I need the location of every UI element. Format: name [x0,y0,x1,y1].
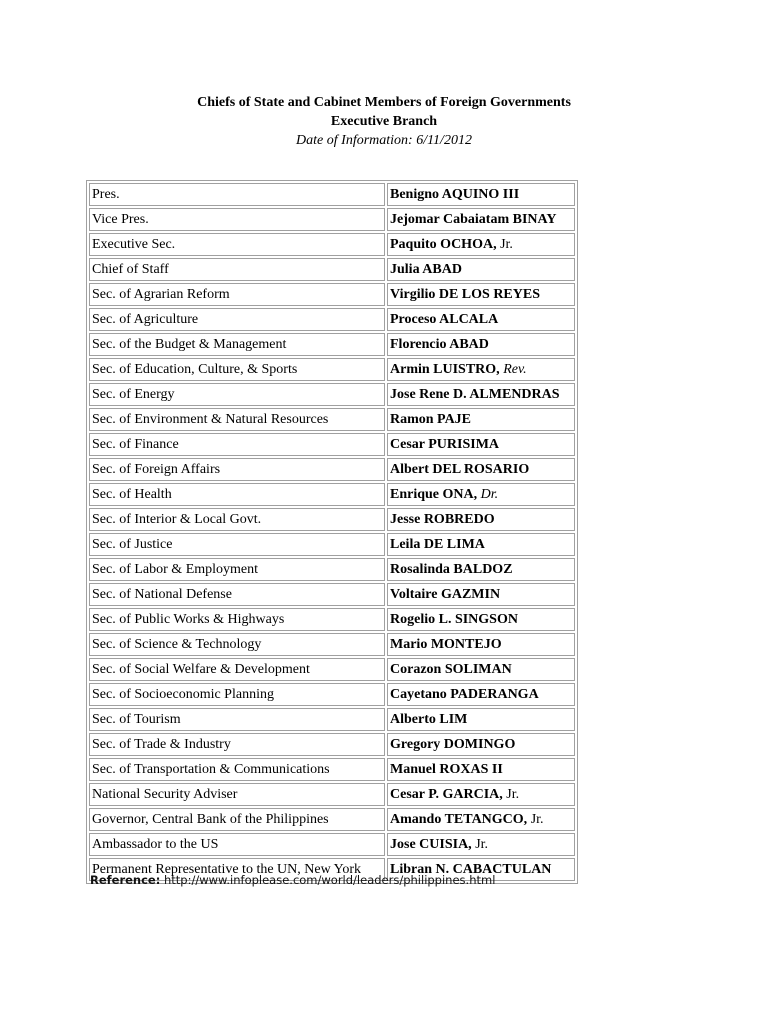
officeholder-cell [387,258,575,281]
table-row [89,608,575,631]
officeholder-suffix: Jr. [502,787,520,802]
officeholder-cell [387,333,575,356]
officeholder-cell [387,458,575,481]
table-row [89,658,575,681]
office-cell: Executive Sec. [89,233,385,256]
table-row [89,308,575,331]
officeholder-cell [387,183,575,206]
officeholder-cell [387,408,575,431]
table-row [89,358,575,381]
table-row [89,383,575,406]
reference-line [90,873,495,887]
officeholder-cell [387,708,575,731]
officeholder-name: Rosalinda BALDOZ [390,562,513,577]
officeholder-name: Jose CUISIA, [390,837,472,852]
officeholder-cell [387,758,575,781]
officeholder-suffix: Jr. [527,812,544,827]
office-cell: Pres. [89,183,385,206]
officeholder-name: Proceso ALCALA [390,312,499,327]
office-cell: Sec. of Social Welfare & Development [89,658,385,681]
date-of-information: Date of Information: 6/11/2012 [296,133,472,148]
table-row [89,733,575,756]
officeholder-name: Manuel ROXAS II [390,762,503,777]
table-row [89,708,575,731]
table-row [89,808,575,831]
officeholder-suffix: Jr. [471,837,489,852]
officeholder-cell [387,808,575,831]
table-row [89,233,575,256]
officeholder-name: Ramon PAJE [390,412,472,427]
cabinet-table-body [89,183,575,881]
officeholder-name: Jesse ROBREDO [390,512,495,527]
cabinet-table [86,180,578,884]
table-row [89,333,575,356]
office-cell: Permanent Representative to the UN, New York [89,858,385,881]
officeholder-cell [387,208,575,231]
reference-url[interactable]: http://www.infoplease.com/world/leaders/philippines.html [160,873,496,887]
office-cell: Sec. of Environment & Natural Resources [89,408,385,431]
officeholder-cell [387,633,575,656]
officeholder-cell [387,683,575,706]
officeholder-name: Amando TETANGCO, [390,812,528,827]
table-row [89,508,575,531]
office-cell: Sec. of Trade & Industry [89,733,385,756]
officeholder-name: Paquito OCHOA, [390,237,497,252]
office-cell: Sec. of Agriculture [89,308,385,331]
office-cell: Sec. of Labor & Employment [89,558,385,581]
office-cell: Sec. of Justice [89,533,385,556]
officeholder-cell [387,658,575,681]
officeholder-name: Cesar P. GARCIA, [390,787,503,802]
table-row [89,208,575,231]
officeholder-name: Rogelio L. SINGSON [390,612,518,627]
officeholder-name: Albert DEL ROSARIO [390,462,530,477]
table-row [89,683,575,706]
table-row [89,783,575,806]
officeholder-suffix: Jr. [496,237,513,252]
office-cell: Chief of Staff [89,258,385,281]
office-cell: Sec. of Health [89,483,385,506]
officeholder-cell [387,308,575,331]
office-cell: Ambassador to the US [89,833,385,856]
table-row [89,833,575,856]
officeholder-cell [387,433,575,456]
office-cell: Sec. of National Defense [89,583,385,606]
table-row [89,483,575,506]
officeholder-cell [387,558,575,581]
table-row [89,408,575,431]
officeholder-cell [387,483,575,506]
office-cell: Sec. of Energy [89,383,385,406]
officeholder-suffix: Dr. [477,487,499,502]
table-row [89,258,575,281]
office-cell: Sec. of Transportation & Communications [89,758,385,781]
office-cell: Sec. of Agrarian Reform [89,283,385,306]
officeholder-name: Jose Rene D. ALMENDRAS [390,387,560,402]
officeholder-suffix: Rev. [499,362,527,377]
table-row [89,583,575,606]
officeholder-name: Corazon SOLIMAN [390,662,512,677]
officeholder-name: Cesar PURISIMA [390,437,500,452]
officeholder-name: Julia ABAD [390,262,462,277]
officeholder-name: Benigno AQUINO III [390,187,520,202]
office-cell: Sec. of Finance [89,433,385,456]
officeholder-name: Virgilio DE LOS REYES [390,287,541,302]
office-cell: Sec. of the Budget & Management [89,333,385,356]
officeholder-cell [387,533,575,556]
officeholder-name: Florencio ABAD [390,337,489,352]
officeholder-cell [387,283,575,306]
officeholder-cell [387,383,575,406]
officeholder-name: Gregory DOMINGO [390,737,516,752]
officeholder-cell [387,783,575,806]
officeholder-cell [387,508,575,531]
document-header [0,93,768,150]
office-cell: Governor, Central Bank of the Philippines [89,808,385,831]
officeholder-name: Cayetano PADERANGA [390,687,539,702]
officeholder-name: Enrique ONA, [390,487,478,502]
officeholder-cell [387,733,575,756]
office-cell: Sec. of Science & Technology [89,633,385,656]
table-row [89,758,575,781]
office-cell: Sec. of Tourism [89,708,385,731]
table-row [89,183,575,206]
table-row [89,533,575,556]
officeholder-cell [387,833,575,856]
office-cell: Sec. of Socioeconomic Planning [89,683,385,706]
table-row [89,283,575,306]
table-row [89,558,575,581]
table-row [89,458,575,481]
officeholder-cell [387,233,575,256]
office-cell: National Security Adviser [89,783,385,806]
officeholder-name: Alberto LIM [390,712,468,727]
office-cell: Sec. of Interior & Local Govt. [89,508,385,531]
document-title: Chiefs of State and Cabinet Members of Foreign Governments [197,95,571,110]
office-cell: Vice Pres. [89,208,385,231]
officeholder-name: Mario MONTEJO [390,637,502,652]
office-cell: Sec. of Public Works & Highways [89,608,385,631]
officeholder-cell [387,358,575,381]
table-row [89,633,575,656]
officeholder-name: Jejomar Cabaiatam BINAY [390,212,557,227]
office-cell: Sec. of Foreign Affairs [89,458,385,481]
table-row [89,433,575,456]
office-cell: Sec. of Education, Culture, & Sports [89,358,385,381]
officeholder-name: Armin LUISTRO, [390,362,500,377]
officeholder-name: Leila DE LIMA [390,537,485,552]
officeholder-name: Voltaire GAZMIN [390,587,501,602]
document-subtitle: Executive Branch [330,114,438,129]
officeholder-cell [387,583,575,606]
reference-label: Reference: [90,873,161,887]
officeholder-name: Libran N. CABACTULAN [390,862,552,877]
officeholder-cell [387,608,575,631]
